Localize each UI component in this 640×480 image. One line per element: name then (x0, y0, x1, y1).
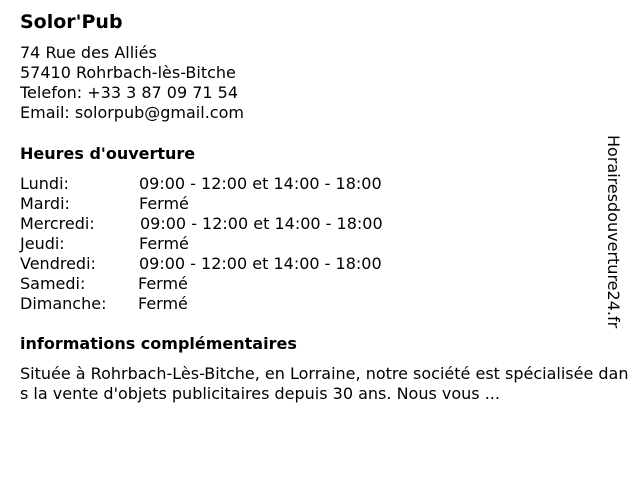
hours-row-monday (20, 174, 440, 194)
email-address: Email: solorpub@gmail.com (20, 103, 244, 122)
day-label: Dimanche: (20, 294, 107, 313)
address-street: 74 Rue des Alliés (20, 43, 157, 62)
business-name: Solor'Pub (20, 11, 123, 33)
hours-row-thursday (20, 234, 440, 254)
day-label: Vendredi: (20, 254, 96, 273)
site-watermark: Horairesdouverture24.fr (604, 135, 623, 329)
day-label: Samedi: (20, 274, 86, 293)
day-hours: Fermé (138, 274, 188, 293)
day-hours: Fermé (138, 294, 188, 313)
day-label: Lundi: (20, 174, 69, 193)
day-hours: Fermé (139, 234, 189, 253)
additional-info-heading: informations complémentaires (20, 334, 297, 353)
opening-hours-heading: Heures d'ouverture (20, 144, 196, 163)
additional-info-text: Située à Rohrbach-Lès-Bitche, en Lorraine, notre société est spécialisée dans la vente d'objets publicitaires depuis 30 ans. Nous vous ... (20, 364, 629, 403)
day-hours: 09:00 - 12:00 et 14:00 - 18:00 (140, 214, 383, 233)
day-hours: 09:00 - 12:00 et 14:00 - 18:00 (139, 174, 382, 193)
phone-number: Telefon: +33 3 87 09 71 54 (20, 83, 239, 102)
day-label: Jeudi: (20, 234, 65, 253)
hours-row-sunday (20, 294, 440, 314)
hours-row-tuesday (20, 194, 440, 214)
hours-row-friday (20, 254, 440, 274)
day-hours: 09:00 - 12:00 et 14:00 - 18:00 (139, 254, 382, 273)
hours-row-wednesday (20, 214, 440, 234)
day-hours: Fermé (139, 194, 189, 213)
address-city: 57410 Rohrbach-lès-Bitche (20, 63, 236, 82)
hours-row-saturday (20, 274, 440, 294)
day-label: Mercredi: (20, 214, 95, 233)
day-label: Mardi: (20, 194, 70, 213)
